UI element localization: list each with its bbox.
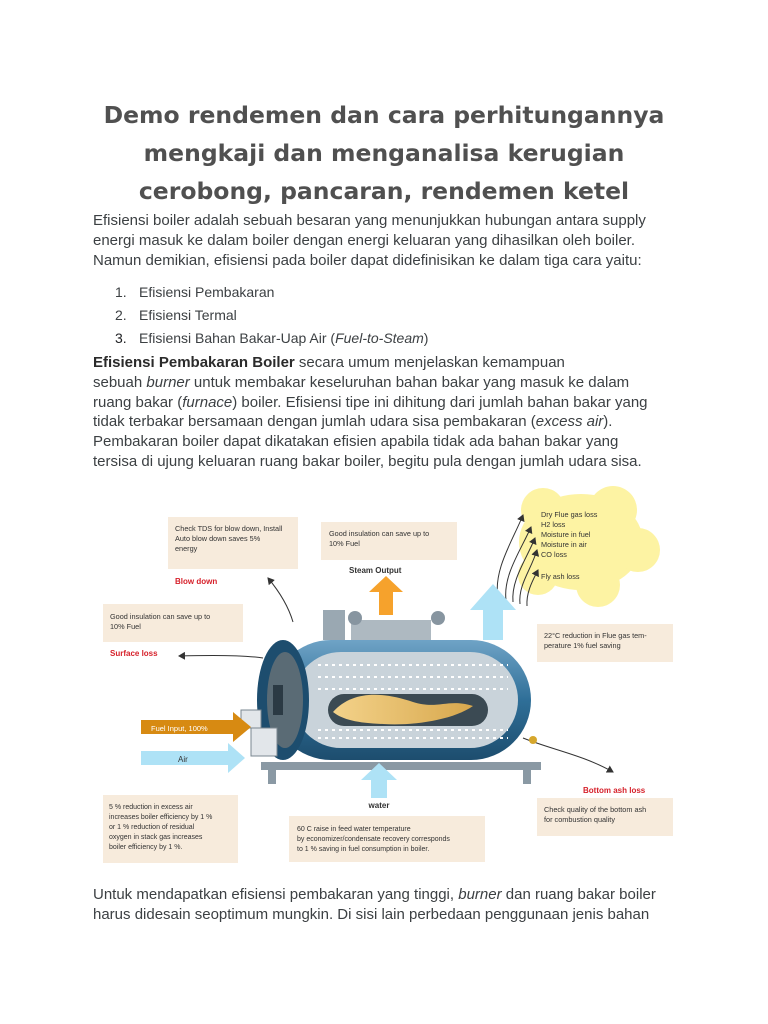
bottom-ash-note: Check quality of the bottom ash for combustion quality [544,805,647,824]
combustion-text: untuk membakar keseluruhan bahan bakar yang masuk ke dalam [189,373,630,391]
water-label: water [368,801,390,810]
combustion-line: Pembakaran boiler dapat dikatakan efisien apabila tidak ada bahan bakar yang [93,433,619,451]
list-text: Efisiensi Pembakaran [139,284,275,300]
air-arrow [141,743,245,773]
page-title [60,96,708,210]
combustion-line [93,373,693,393]
flue-loss-list: Dry Flue gas loss H2 loss Moisture in fuel Moisture in air CO loss Fly ash loss [541,510,598,581]
blow-down-label: Blow down [175,577,218,586]
bottom-ash-label: Bottom ash loss [583,786,646,795]
flue-gas-arrow [470,584,516,640]
list-item [93,284,274,300]
intro-line: Namun demikian, efisiensi pada boiler dapat didefinisikan ke dalam tiga cara yaitu: [93,251,642,269]
combustion-text: secara umum menjelaskan kemampuan [294,354,565,371]
combustion-italic: furnace [182,393,233,411]
list-text-after: ) [423,330,429,346]
air-label: Air [178,755,188,764]
title-line: Demo rendemen dan cara perhitungannya [103,101,665,129]
list-text: Efisiensi Termal [139,307,237,323]
combustion-text: ). [603,413,613,431]
steam-output-label: Steam Output [349,566,402,575]
title-line: mengkaji dan menganalisa kerugian [143,139,625,167]
fuel-input-label: Fuel Input, 100% [151,724,208,733]
list-item [93,307,237,323]
list-text: Efisiensi Bahan Bakar-Uap Air ( [139,330,336,346]
combustion-line [93,353,693,373]
tds-note: Check TDS for blow down, Install Auto blow down saves 5% energy [175,524,283,553]
steam-output-arrow [369,576,403,615]
combustion-line [93,412,693,432]
closing-text: Untuk mendapatkan efisiensi pembakaran yang tinggi, [93,886,459,903]
combustion-text: sebuah [93,373,147,391]
title-line: cerobong, pancaran, rendemen ketel [138,177,630,205]
list-number: 2. [115,307,127,323]
insulation-top-note: Good insulation can save up to 10% Fuel [329,529,430,548]
excess-air-note: 5 % reduction in excess air increases boiler efficiency by 1 % or 1 % reduction of residual oxygen in stack gas increases boiler efficiency by 1 %. [109,804,213,851]
feedwater-note: 60 C raise in feed water temperature by economizer/condensate recovery corresponds to 1 % saving in fuel consumption in boiler. [297,826,450,853]
combustion-line: tersisa di ujung keluaran ruang bakar boiler, begitu pula dengan jumlah udara sisa. [93,452,642,470]
intro-line: Efisiensi boiler adalah sebuah besaran yang menunjukkan hubungan antara supply [93,212,646,229]
flue-loss-cloud [518,486,660,607]
closing-text: dan ruang bakar boiler [501,886,656,903]
closing-line: harus didesain seoptimum mungkin. Di sisi lain perbedaan penggunaan jenis bahan [93,905,650,923]
intro-line: energi masuk ke dalam boiler dengan energi keluaran yang dihasilkan oleh boiler. [93,231,636,249]
combustion-italic: burner [146,373,190,391]
combustion-line [93,393,693,413]
combustion-text: tidak terbakar bersamaan dengan jumlah udara sisa pembakaran ( [93,413,536,431]
list-number: 1. [115,284,127,300]
combustion-text: ) boiler. Efisiensi tipe ini dihitung dari jumlah bahan bakar yang [232,393,648,411]
closing-paragraph [93,885,693,925]
list-item [93,330,428,346]
closing-italic: burner [458,886,502,903]
combustion-italic: excess air [535,413,604,431]
intro-paragraph [93,211,693,270]
combustion-heading: Efisiensi Pembakaran Boiler [93,354,295,371]
boiler-loss-diagram [93,480,683,868]
surface-loss-label: Surface loss [110,649,158,658]
combustion-text: ruang bakar ( [93,393,183,411]
list-number: 3. [115,330,127,346]
insulation-left-note: Good insulation can save up to 10% Fuel [110,612,211,631]
combustion-paragraph [93,353,693,472]
list-text-italic: Fuel-to-Steam [335,330,424,346]
closing-line [93,885,693,905]
flue-reduction-note: 22°C reduction in Flue gas tem- perature 1% fuel saving [544,631,647,650]
boiler-diagram-svg [93,480,683,868]
